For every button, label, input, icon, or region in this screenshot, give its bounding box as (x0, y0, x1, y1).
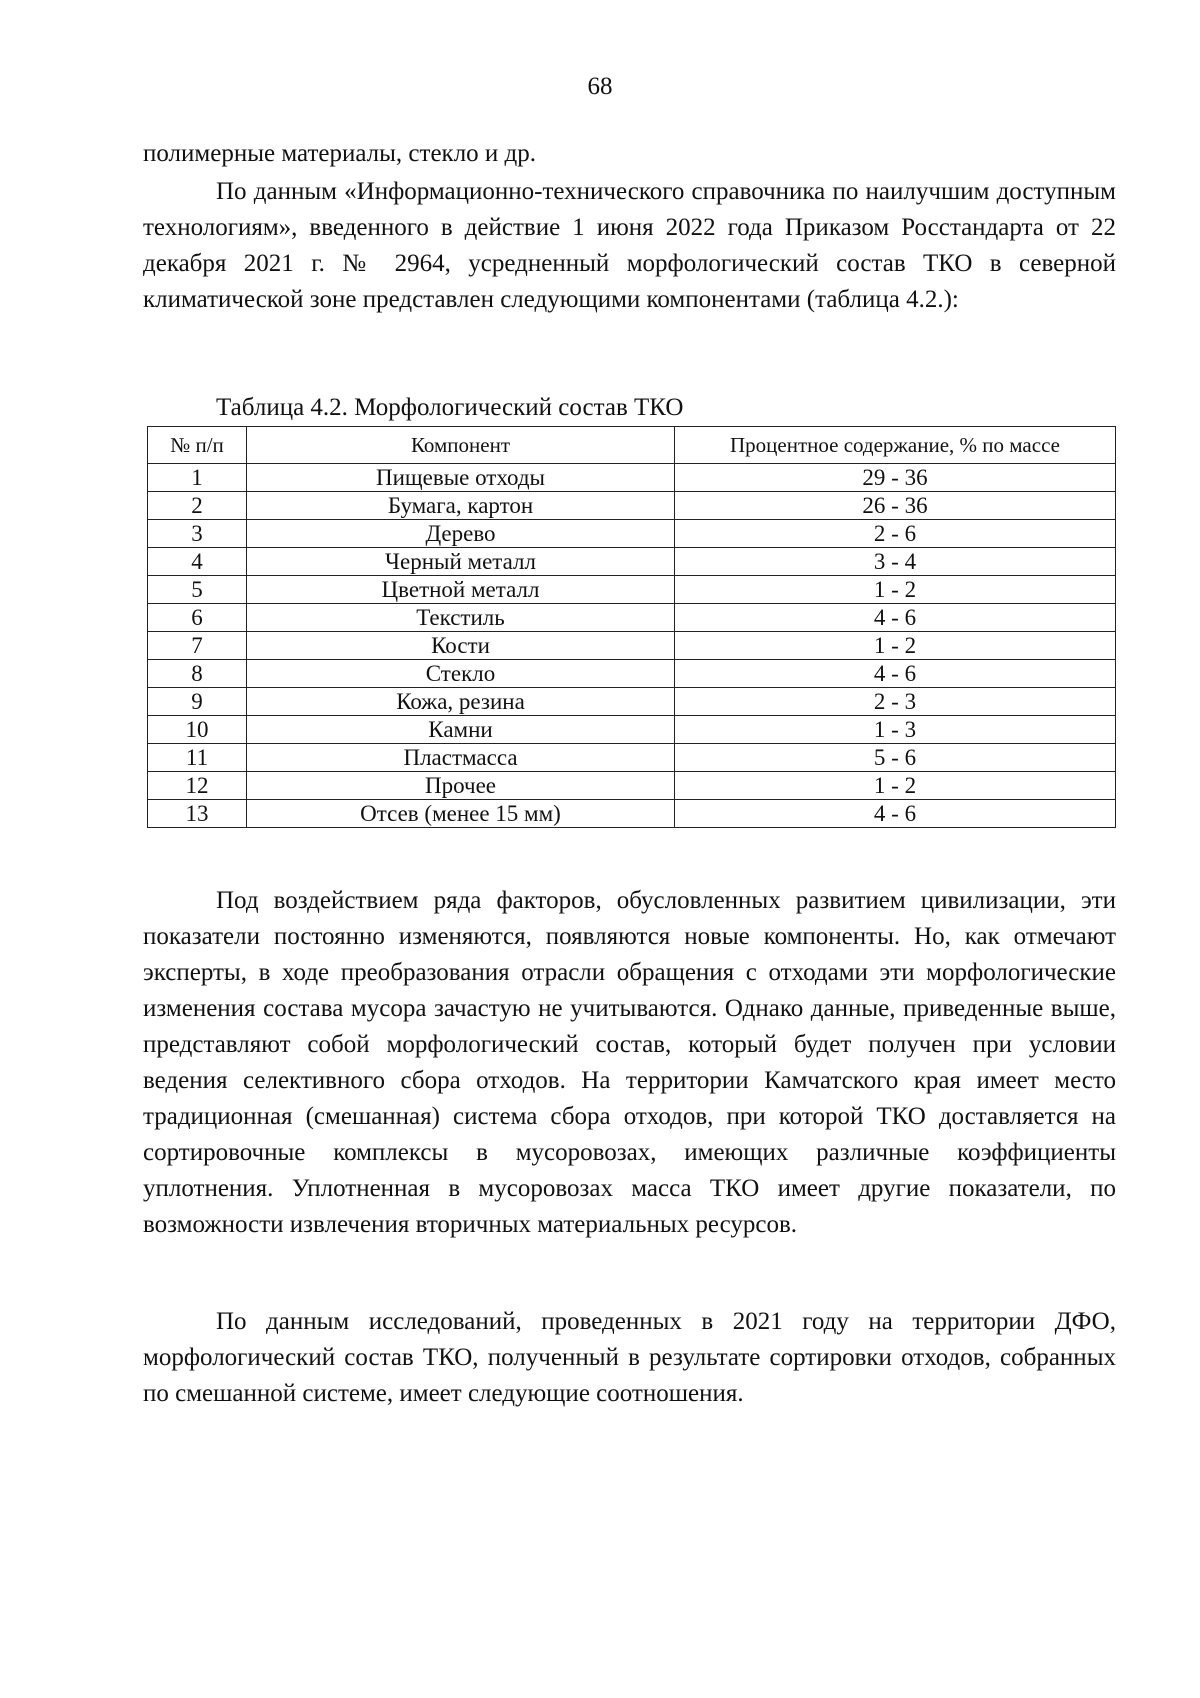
cell-number: 5 (148, 576, 247, 604)
table-row (148, 464, 1116, 492)
cell-percentage: 5 - 6 (675, 744, 1116, 772)
cell-percentage: 1 - 2 (675, 772, 1116, 800)
page-number: 68 (587, 73, 613, 100)
table-row (148, 548, 1116, 576)
cell-component: Черный металл (247, 548, 675, 576)
paragraph-research: По данным исследований, проведенных в 2021 году на территории ДФО, морфологический состав ТКО, полученный в результате сортировки отходов, собранных по смешанной системе, имеет следующие соотношения. (143, 1308, 1116, 1407)
table-row (148, 492, 1116, 520)
header-number: № п/п (148, 427, 247, 464)
header-percentage: Процентное содержание, % по массе (675, 427, 1116, 464)
cell-number: 13 (148, 800, 247, 828)
cell-percentage: 4 - 6 (675, 604, 1116, 632)
cell-number: 11 (148, 744, 247, 772)
table-row (148, 660, 1116, 688)
table-caption: Таблица 4.2. Морфологический состав ТКО (216, 394, 684, 421)
table-row (148, 576, 1116, 604)
table-row (148, 716, 1116, 744)
cell-component: Кожа, резина (247, 688, 675, 716)
cell-component: Кости (247, 632, 675, 660)
paragraph-factors: Под воздействием ряда факторов, обусловленных развитием цивилизации, эти показатели постоянно изменяются, появляются новые компоненты. Но, как отмечают эксперты, в ходе преобразования отрасли обращения с отходами эти морфологические изменения состава мусора зачастую не учитываются. Однако данные, приведенные выше, представляют собой морфологический состав, который будет получен при условии ведения селективного сбора отходов. На территории Камчатского края имеет место традиционная (смешанная) система сбора отходов, при которой ТКО доставляется на сортировочные комплексы в мусоровозах, имеющих различные коэффициенты уплотнения. Уплотненная в мусоровозах масса ТКО имеет другие показатели, по возможности извлечения вторичных материальных ресурсов. (143, 887, 1116, 1238)
cell-component: Прочее (247, 772, 675, 800)
table-row (148, 632, 1116, 660)
cell-number: 4 (148, 548, 247, 576)
header-component: Компонент (247, 427, 675, 464)
cell-percentage: 3 - 4 (675, 548, 1116, 576)
cell-component: Текстиль (247, 604, 675, 632)
cell-percentage: 4 - 6 (675, 800, 1116, 828)
cell-percentage: 1 - 2 (675, 632, 1116, 660)
table-row (148, 772, 1116, 800)
cell-number: 7 (148, 632, 247, 660)
cell-component: Пищевые отходы (247, 464, 675, 492)
cell-number: 9 (148, 688, 247, 716)
cell-number: 10 (148, 716, 247, 744)
cell-number: 2 (148, 492, 247, 520)
cell-number: 12 (148, 772, 247, 800)
cell-percentage: 1 - 2 (675, 576, 1116, 604)
table-row (148, 604, 1116, 632)
cell-component: Бумага, картон (247, 492, 675, 520)
table-header-row (148, 427, 1116, 464)
cell-percentage: 2 - 6 (675, 520, 1116, 548)
cell-component: Отсев (менее 15 мм) (247, 800, 675, 828)
cell-number: 1 (148, 464, 247, 492)
paragraph-reference-handbook: По данным «Информационно-технического справочника по наилучшим доступным технологиям», введенного в действие 1 июня 2022 года Приказом Росстандарта от 22 декабря 2021 г. № 2964, усредненный морфологический состав ТКО в северной климатической зоне представлен следующими компонентами (таблица 4.2.): (143, 178, 1116, 313)
cell-component: Пластмасса (247, 744, 675, 772)
cell-percentage: 26 - 36 (675, 492, 1116, 520)
cell-component: Камни (247, 716, 675, 744)
morphology-table (147, 426, 1116, 828)
table-row (148, 520, 1116, 548)
cell-component: Дерево (247, 520, 675, 548)
cell-number: 3 (148, 520, 247, 548)
paragraph-continuation: полимерные материалы, стекло и др. (143, 140, 537, 167)
table-row (148, 800, 1116, 828)
cell-percentage: 1 - 3 (675, 716, 1116, 744)
cell-number: 6 (148, 604, 247, 632)
table-row (148, 688, 1116, 716)
cell-percentage: 4 - 6 (675, 660, 1116, 688)
cell-number: 8 (148, 660, 247, 688)
cell-component: Стекло (247, 660, 675, 688)
cell-component: Цветной металл (247, 576, 675, 604)
cell-percentage: 29 - 36 (675, 464, 1116, 492)
cell-percentage: 2 - 3 (675, 688, 1116, 716)
table-row (148, 744, 1116, 772)
